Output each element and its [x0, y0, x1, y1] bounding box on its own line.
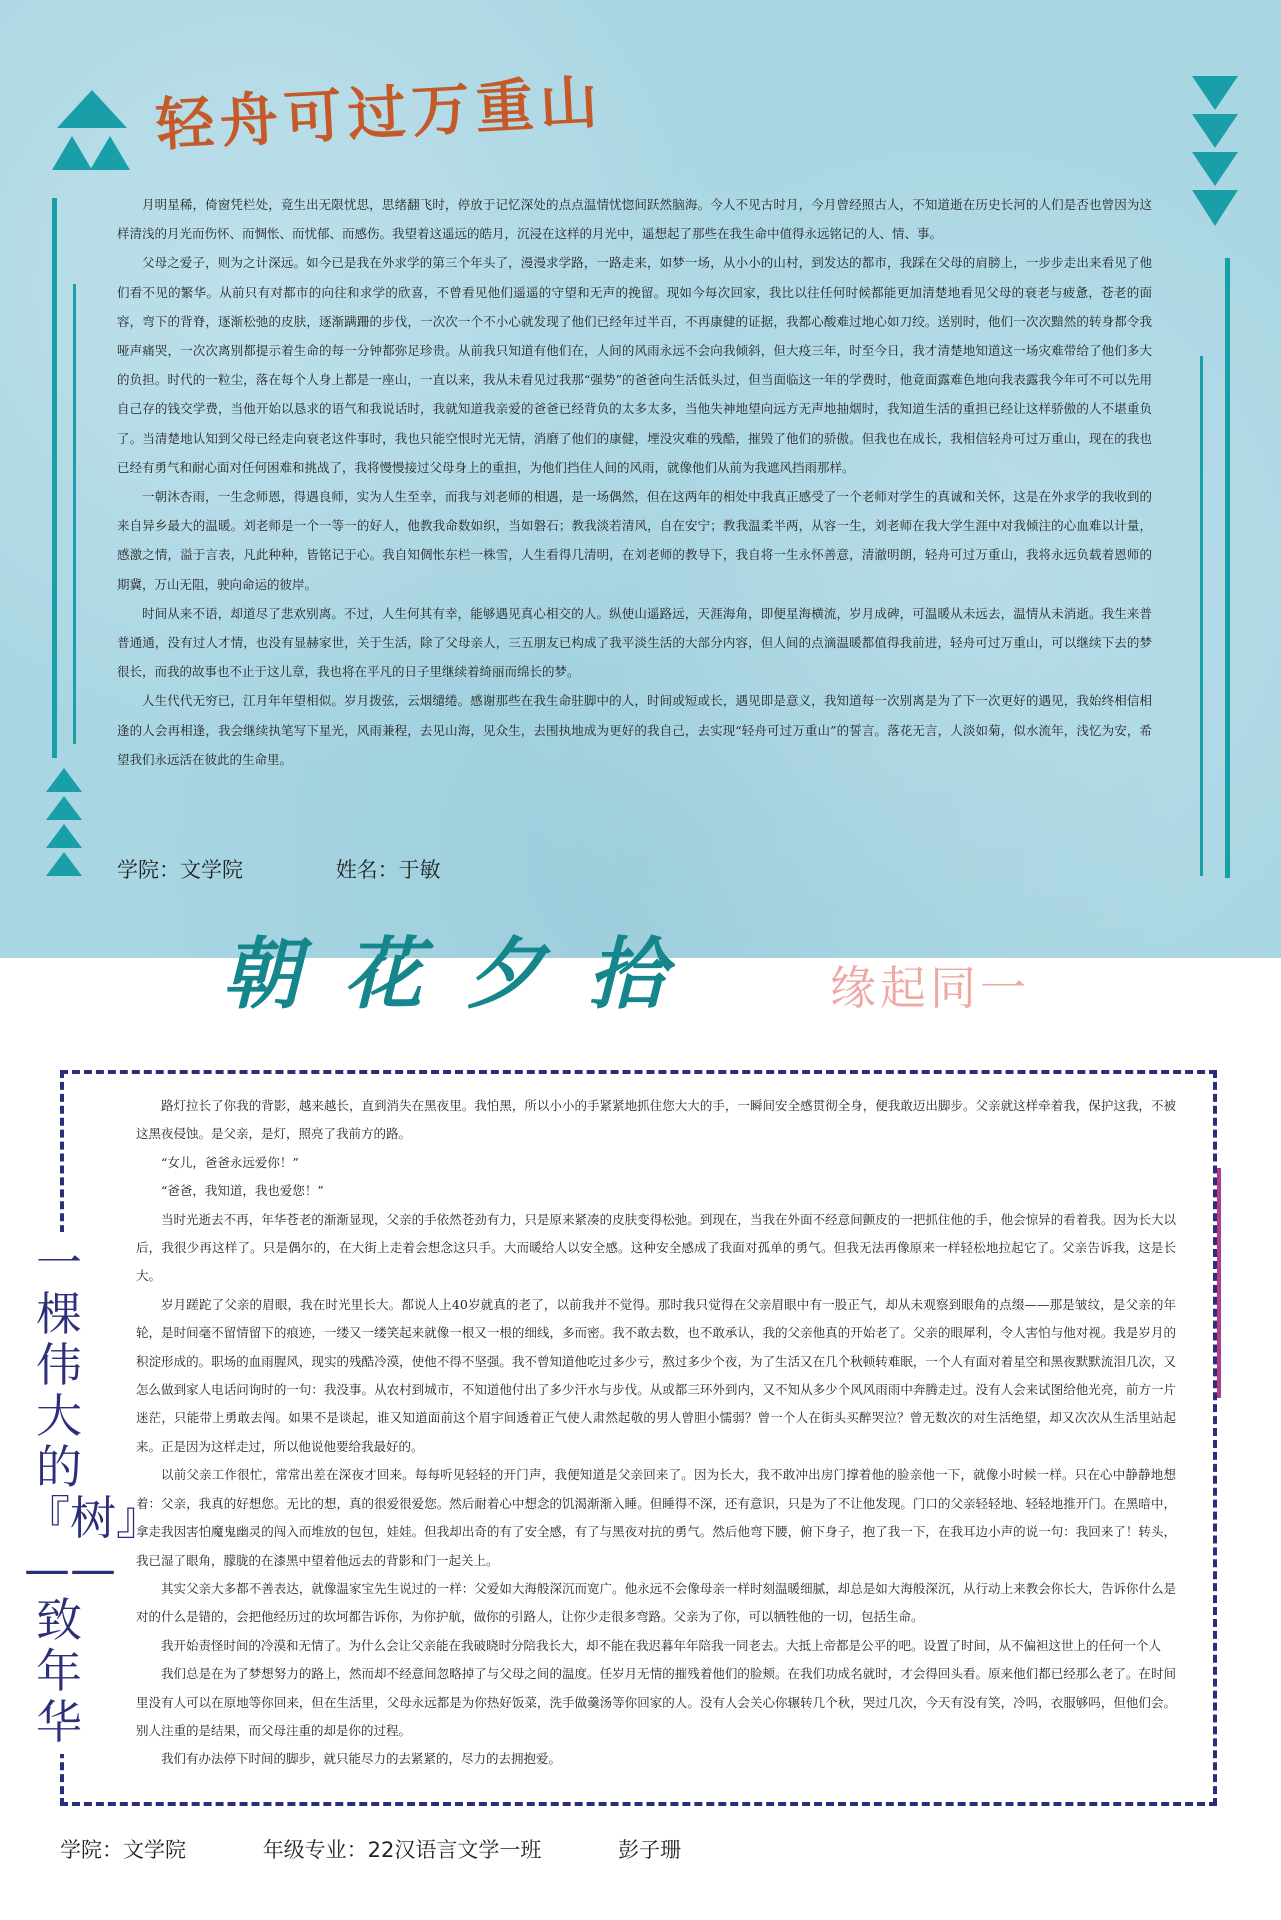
paragraph: “爸爸，我知道，我也爱您！” [161, 1183, 324, 1199]
page-title: 轻舟可过万重山 [154, 67, 606, 160]
college-label: 学院：文学院 [60, 1838, 186, 1862]
left-accent-line-thin [73, 284, 76, 744]
paragraph: 以前父亲工作很忙，常常出差在深夜才回来。每每听见轻轻的开门声，我便知道是父亲回来了。因为长大，我不敢冲出房门撑着他的脸亲他一下，就像小时候一样。只在心中静静地想着：父亲，我真的好想您。无比的想，真的很爱很爱您。然后耐着心中想念的饥渴渐渐入睡。但睡得不深，还有意识，只是为了不让他发现。门口的父亲轻轻地、轻轻地推开门。在黑暗中，拿走我因害怕魔鬼幽灵的闯入而堆放的包包，娃娃。但我却出奇的有了安全感，有了与黑夜对抗的勇气。然后他弯下腰，俯下身子，抱了我一下，在我耳边小声的说一句：我回来了！转头，我已湿了眼角，朦胧的在漆黑中望着他远去的背影和门一起关上。 [136, 1467, 1176, 1568]
paragraph: 岁月蹉跎了父亲的眉眼，我在时光里长大。都说人上40岁就真的老了，以前我并不觉得。那时我只觉得在父亲眉眼中有一股正气，却从未观察到眼角的点缀——那是皱纹，是父亲的年轮，是时间毫不留情留下的痕迹，一缕又一缕笑起来就像一根又一根的细线，多而密。我不敢去数，也不敢承认，我的父亲他真的开始老了。父亲的眼犀利，令人害怕与他对视。我是岁月的积淀形成的。职场的血雨腥风，现实的残酷冷漠，使他不得不坚强。我不曾知道他吃过多少亏，熬过多少个夜，为了生活又在几个秋顿转难眠，一个人有面对着星空和黑夜默默流泪几次，又怎么做到家人电话问询时的一句：我没事。从农村到城市，不知道他付出了多少汗水与步伐。从或都三环外到内，又不知从多少个风风雨雨中奔腾走过。没有人会来试图给他光亮，前方一片迷茫，只能带上勇敢去闯。如果不是谈起，谁又知道面前这个眉宇间透着正气使人肃然起敬的男人曾胆小懦弱？曾一个人在街头买醉哭泣？曾无数次的对生活绝望，却又次次从生活里站起来。正是因为这样走过，所以他说他要给我最好的。 [136, 1296, 1176, 1454]
paragraph: 一朝沐杏雨，一生念师恩，得遇良师，实为人生至幸，而我与刘老师的相遇，是一场偶然，但在这两年的相处中我真正感受了一个老师对学生的真诚和关怀，这是在外求学的我收到的来自异乡最大的温暖。刘老师是一个一等一的好人，他教我命数如织，当如磐石；教我淡若清风，自在安宁；教我温柔半两，从容一生，刘老师在我大学生涯中对我倾注的心血难以计量，感激之情，溢于言表，凡此种种，皆铭记于心。我自知倜怅东栏一株雪，人生看得几清明，在刘老师的教导下，我自将一生永怀善意，清澈明朗，轻舟可过万重山，我将永远负载着恩师的期冀，万山无阻，驶向命运的彼岸。 [117, 489, 1152, 592]
paragraph: 人生代代无穷已，江月年年望相似。岁月拨弦，云烟缱绻。感谢那些在我生命驻脚中的人，时间或短或长，遇见即是意义，我知道每一次别离是为了下一次更好的遇见，我始终相信相逢的人会再相逢，我会继续执笔写下星光，风雨兼程，去见山海，见众生，去围执地成为更好的我自己，去实现“轻舟可过万重山”的誓言。落花无言，人淡如菊，似水流年，浅忆为安，希望我们永远活在彼此的生命里。 [117, 693, 1152, 767]
name-label: 姓名：于敏 [335, 858, 441, 882]
triangle-cluster-icon [52, 88, 132, 178]
major-label: 年级专业：22汉语言文学一班 [262, 1838, 542, 1862]
essay-one [117, 190, 1152, 774]
paragraph: 时间从来不语，却道尽了悲欢别离。不过，人生何其有幸，能够遇见真心相交的人。纵使山遥路远，天涯海角，即便星海横流，岁月成碑，可温暖从未远去，温情从未消逝。我生来普普通通，没有过人才情，也没有显赫家世，关于生活，除了父母亲人，三五朋友已构成了我平淡生活的大部分内容，但人间的点滴温暖都值得我前进，轻舟可过万重山，可以继续下去的梦很长，而我的故事也不止于这儿章，我也将在平凡的日子里继续着绮丽而绵长的梦。 [117, 605, 1152, 680]
paragraph: 当时光逝去不再，年华苍老的渐渐显现，父亲的手依然苍劲有力，只是原来紧凑的皮肤变得松弛。到现在，当我在外面不经意间颤皮的一把抓住他的手，他会惊异的看着我。因为长大以后，我很少再这样了。只是偶尔的，在大街上走着会想念这只手。大而暖给人以安全感。这种安全感成了我面对孤单的勇气。但我无法再像原来一样轻松地拉起它了。父亲告诉我，这是长大。 [136, 1211, 1176, 1284]
band-title: 朝花夕拾 [222, 930, 711, 1020]
paragraph: “女儿，爸爸永远爱你！” [161, 1154, 299, 1170]
left-accent-line [52, 198, 57, 758]
essay-two-side-title: 一棵伟大的『树』——致年华 [24, 1232, 94, 1754]
right-accent-line-thin [1200, 356, 1203, 876]
down-triangles-icon [1190, 74, 1240, 230]
paragraph: 我们有办法停下时间的脚步，就只能尽力的去紧紧的，尽力的去拥抱爱。 [161, 1751, 562, 1767]
paragraph: 我开始责怪时间的冷漠和无情了。为什么会让父亲能在我破晓时分陪我长大，却不能在我迟暮年年陪我一同老去。大抵上帝都是公平的吧。设置了时间，从不偏袒这世上的任何一个人 [161, 1637, 1162, 1653]
up-triangles-icon [44, 766, 84, 880]
essay-two-signature [60, 1834, 751, 1864]
essay-one-signature [117, 854, 527, 884]
paragraph: 我们总是在为了梦想努力的路上，然而却不经意间忽略掉了与父母之间的温度。任岁月无情的摧残着他们的脸颊。在我们功成名就时，才会得回头看。原来他们都已经那么老了。在时间里没有人可以在原地等你回来，但在生活里，父母永远都是为你热好饭菜，洗手做羹汤等你回家的人。没有人会关心你辗转几个秋，哭过几次，今天有没有笑，冷吗，衣服够吗，但他们会。别人注重的是结果，而父母注重的却是你的过程。 [136, 1666, 1176, 1738]
paragraph: 月明星稀，倚窗凭栏处，竟生出无限忧思，思绪翻飞时，停放于记忆深处的点点温情忧惚间跃然脑海。今人不见古时月，今月曾经照古人，不知道逝在历史长河的人们是否也曾因为这样清浅的月光而伤怀、而惆怅、而忧郁、而感伤。我望着这遥远的皓月，沉浸在这样的月光中，遥想起了那些在我生命中值得永远铭记的人、情、事。 [117, 197, 1152, 242]
paragraph: 父母之爱子，则为之计深远。如今已是我在外求学的第三个年头了，漫漫求学路，一路走来，如梦一场，从小小的山村，到发达的都市，我踩在父母的肩膀上，一步步走出来看见了他们看不见的繁华。从前只有对都市的向往和求学的欣喜，不曾看见他们遥遥的守望和无声的挽留。现如今每次回家，我比以往任何时候都能更加清楚地看见父母的衰老与疲惫，苍老的面容，弯下的背脊，逐渐松弛的皮肤，逐渐蹒跚的步伐，一次次一个不小心就发现了他们已经年过半百，不再康健的证据，我都心酸难过地心如刀绞。送别时，他们一次次黯然的转身都令我哑声痛哭，一次次离别都提示着生命的每一分钟都弥足珍贵。从前我只知道有他们在，人间的风雨永远不会向我倾斜，但大疫三年，时至今日，我才清楚地知道这一场灾难带给了他们多大的负担。时代的一粒尘，落在每个人身上都是一座山，一直以来，我从未看见过我那“强势”的爸爸向生活低头过，但当面临这一年的学费时，他竟面露难色地向我表露我今年可不可以先用自己存的钱交学费，当他开始以恳求的语气和我说话时，我就知道我亲爱的爸爸已经背负的太多太多，当他失神地望向远方无声地抽烟时，我知道生活的重担已经让这样骄傲的人不堪重负了。当清楚地认知到父母已经走向衰老这件事时，我也只能空恨时光无情，消磨了他们的康健，堙没灾难的残酷，摧毁了他们的骄傲。但我也在成长，我相信轻舟可过万重山，现在的我也已经有勇气和耐心面对任何困难和挑战了，我将慢慢接过父母身上的重担，为他们挡住人间的风雨，就像他们从前为我遮风挡雨那样。 [117, 255, 1152, 475]
author-name: 彭子珊 [618, 1838, 682, 1862]
paragraph: 路灯拉长了你我的背影，越来越长，直到消失在黑夜里。我怕黑，所以小小的手紧紧地抓住您大大的手，一瞬间安全感贯彻全身，便我敢迈出脚步。父亲就这样牵着我，保护这我，不被这黑夜侵蚀。是父亲，是灯，照亮了我前方的路。 [136, 1098, 1176, 1142]
band-subtitle: 缘起同一 [830, 961, 1030, 1015]
college-label: 学院：文学院 [117, 858, 243, 882]
top-section [0, 0, 1281, 958]
right-pink-accent-line [1217, 1168, 1221, 1398]
paragraph: 其实父亲大多都不善表达，就像温家宝先生说过的一样：父爱如大海般深沉而宽广。他永远不会像母亲一样时刻温暖细腻，却总是如大海般深沉，从行动上来教会你长大，告诉你什么是对的什么是错的，会把他经历过的坎坷都告诉你，为你护航，做你的引路人，让你少走很多弯路。父亲为了你，可以牺牲他的一切，包括生命。 [136, 1580, 1176, 1625]
essay-two [136, 1092, 1176, 1774]
right-accent-line [1225, 258, 1230, 878]
